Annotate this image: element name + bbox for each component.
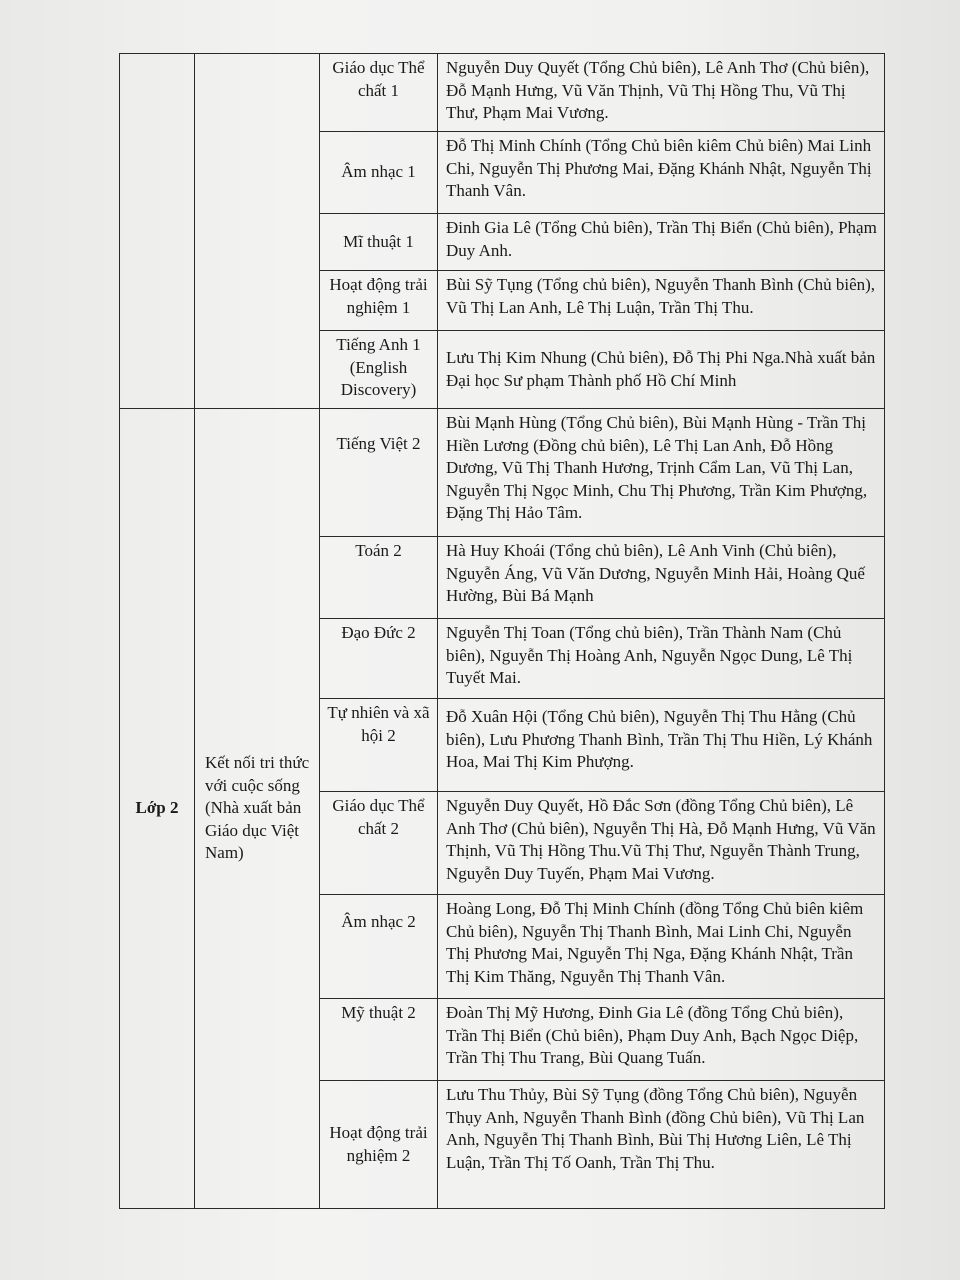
authors-cell: Nguyễn Thị Toan (Tổng chủ biên), Trần Thành Nam (Chủ biên), Nguyễn Thị Hoàng Anh, Nguyễn Ngọc Dung, Lê Thị Tuyết Mai. xyxy=(438,619,885,699)
series-cell: Kết nối tri thức với cuộc sống (Nhà xuất bản Giáo dục Việt Nam) xyxy=(195,409,320,1209)
subject-cell: Toán 2 xyxy=(320,537,438,619)
grade-cell xyxy=(120,54,195,409)
table-row xyxy=(120,409,885,537)
subject-cell: Giáo dục Thể chất 2 xyxy=(320,792,438,895)
authors-cell: Lưu Thị Kim Nhung (Chủ biên), Đỗ Thị Phi Nga.Nhà xuất bản Đại học Sư phạm Thành phố Hồ Chí Minh xyxy=(438,331,885,409)
authors-cell: Lưu Thu Thủy, Bùi Sỹ Tụng (đồng Tổng Chủ biên), Nguyễn Thụy Anh, Nguyễn Thanh Bình (đồng Chủ biên), Vũ Thị Lan Anh, Nguyễn Thị Thanh Bình, Bùi Thị Hương Liên, Lê Thị Luận, Trần Thị Tố Oanh, Trần Thị Thu. xyxy=(438,1081,885,1209)
subject-cell: Tự nhiên và xã hội 2 xyxy=(320,699,438,792)
grade-cell: Lớp 2 xyxy=(120,409,195,1209)
subject-cell: Mỹ thuật 2 xyxy=(320,999,438,1081)
subject-cell: Tiếng Việt 2 xyxy=(320,409,438,537)
subject-cell: Đạo Đức 2 xyxy=(320,619,438,699)
authors-cell: Hà Huy Khoái (Tổng chủ biên), Lê Anh Vinh (Chủ biên), Nguyễn Áng, Vũ Văn Dương, Nguyễn Minh Hải, Hoàng Quế Hường, Bùi Bá Mạnh xyxy=(438,537,885,619)
series-cell xyxy=(195,54,320,409)
authors-cell: Bùi Sỹ Tụng (Tổng chủ biên), Nguyễn Thanh Bình (Chủ biên), Vũ Thị Lan Anh, Lê Thị Luận, Trần Thị Thu. xyxy=(438,271,885,331)
authors-cell: Đỗ Thị Minh Chính (Tổng Chủ biên kiêm Chủ biên) Mai Linh Chi, Nguyễn Thị Phương Mai, Đặng Khánh Nhật, Nguyễn Thị Thanh Vân. xyxy=(438,132,885,214)
authors-cell: Nguyễn Duy Quyết, Hồ Đắc Sơn (đồng Tổng Chủ biên), Lê Anh Thơ (Chủ biên), Nguyễn Thị Hà, Đỗ Mạnh Hưng, Vũ Văn Thịnh, Vũ Thị Hồng Thu.Vũ Thị Thư, Nguyễn Thành Trung, Nguyễn Duy Tuyến, Phạm Mai Vương. xyxy=(438,792,885,895)
subject-cell: Hoạt động trải nghiệm 2 xyxy=(320,1081,438,1209)
subject-cell: Tiếng Anh 1 (English Discovery) xyxy=(320,331,438,409)
subject-cell: Mĩ thuật 1 xyxy=(320,214,438,271)
authors-cell: Đoàn Thị Mỹ Hương, Đinh Gia Lê (đồng Tổng Chủ biên), Trần Thị Biển (Chủ biên), Phạm Duy Anh, Bạch Ngọc Diệp, Trần Thị Thu Trang, Bùi Quang Tuấn. xyxy=(438,999,885,1081)
authors-cell: Đỗ Xuân Hội (Tổng Chủ biên), Nguyễn Thị Thu Hằng (Chủ biên), Lưu Phương Thanh Bình, Trần Thị Thu Hiền, Lý Khánh Hoa, Mai Thị Kim Phượng. xyxy=(438,699,885,792)
authors-cell: Nguyễn Duy Quyết (Tổng Chủ biên), Lê Anh Thơ (Chủ biên), Đỗ Mạnh Hưng, Vũ Văn Thịnh, Vũ Thị Hồng Thu, Vũ Thị Thư, Phạm Mai Vương. xyxy=(438,54,885,132)
subject-cell: Âm nhạc 2 xyxy=(320,895,438,999)
table-row xyxy=(120,54,885,132)
textbook-authors-table xyxy=(119,53,885,1209)
authors-cell: Hoàng Long, Đỗ Thị Minh Chính (đồng Tổng Chủ biên kiêm Chủ biên), Nguyễn Thị Thanh Bình, Mai Linh Chi, Nguyễn Thị Phương Mai, Nguyễn Thị Nga, Đặng Khánh Nhật, Trần Thị Kim Thăng, Nguyễn Thị Thanh Vân. xyxy=(438,895,885,999)
subject-cell: Âm nhạc 1 xyxy=(320,132,438,214)
authors-cell: Bùi Mạnh Hùng (Tổng Chủ biên), Bùi Mạnh Hùng - Trần Thị Hiền Lương (Đồng chủ biên), Lê Thị Lan Anh, Đỗ Hồng Dương, Vũ Thị Thanh Hương, Trịnh Cẩm Lan, Vũ Thị Lan, Nguyễn Thị Ngọc Minh, Chu Thị Phương, Trần Kim Phượng, Đặng Thị Hảo Tâm. xyxy=(438,409,885,537)
subject-cell: Hoạt động trải nghiệm 1 xyxy=(320,271,438,331)
authors-cell: Đinh Gia Lê (Tổng Chủ biên), Trần Thị Biển (Chủ biên), Phạm Duy Anh. xyxy=(438,214,885,271)
subject-cell: Giáo dục Thể chất 1 xyxy=(320,54,438,132)
